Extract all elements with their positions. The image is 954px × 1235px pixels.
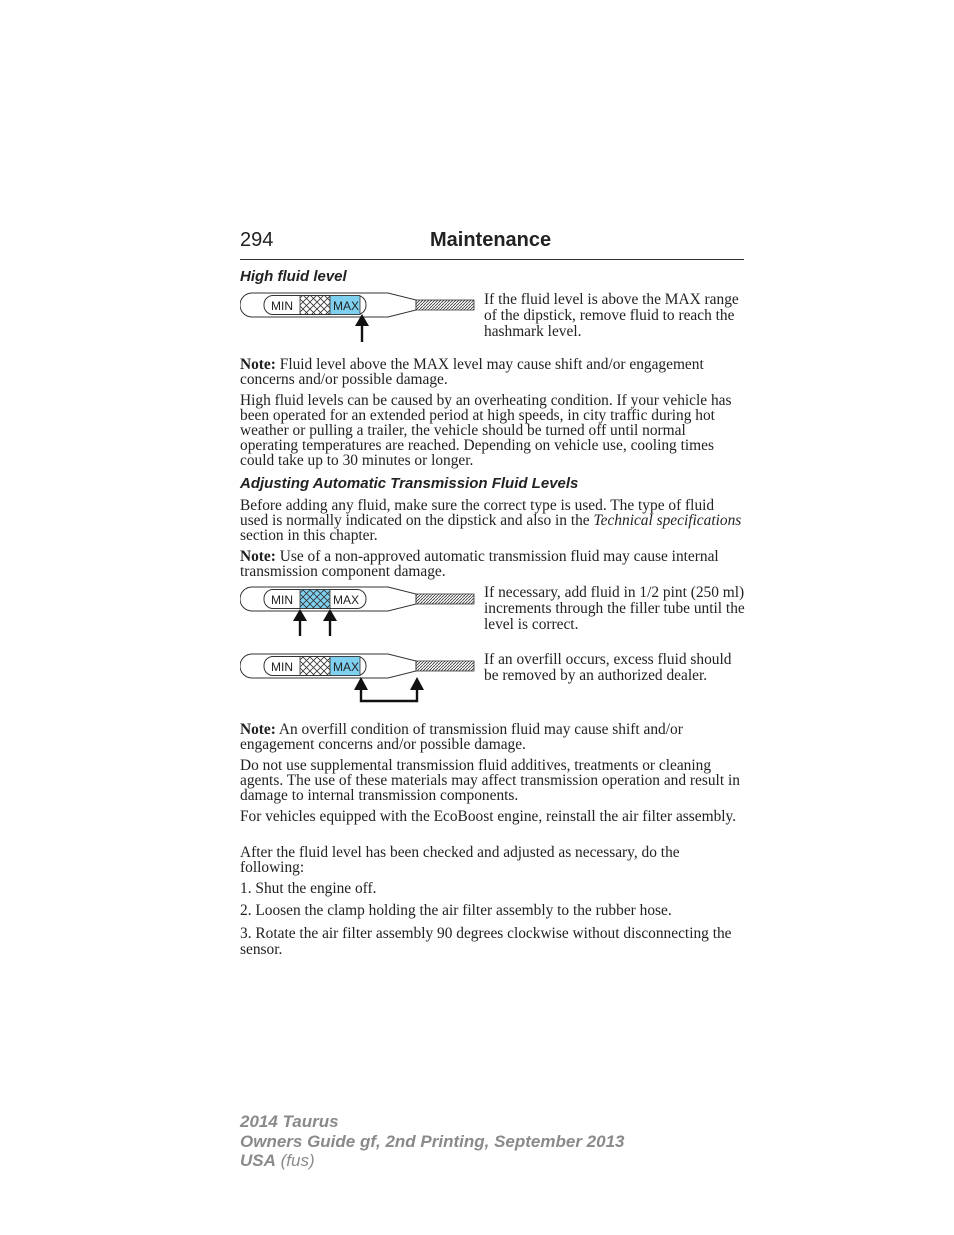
dipstick-min-label: MIN	[271, 299, 293, 313]
note-text: Use of a non-approved automatic transmission fluid may cause internal transmission component damage.	[240, 548, 719, 580]
note-label: Note:	[240, 356, 276, 373]
dipstick-min-label: MIN	[271, 593, 293, 607]
after-check-paragraph: After the fluid level has been checked and adjusted as necessary, do the following:	[240, 844, 680, 876]
dipstick-overfill-figure	[240, 650, 476, 706]
arrow-up-icon	[323, 609, 337, 636]
high-fluid-note	[240, 357, 744, 387]
adjusting-note-2	[240, 722, 744, 752]
overfill-side-text: If an overfill occurs, excess fluid should be removed by an authorized dealer.	[484, 651, 732, 684]
dipstick-high-figure	[240, 288, 476, 344]
step-3: 3. Rotate the air filter assembly 90 degrees clockwise without disconnecting the sensor.	[240, 925, 732, 958]
page-number: 294	[240, 229, 274, 251]
section-title: Maintenance	[430, 229, 552, 251]
dipstick-body	[240, 654, 474, 678]
page-footer	[240, 1112, 624, 1171]
ecoboost-paragraph: For vehicles equipped with the EcoBoost engine, reinstall the air filter assembly.	[240, 808, 737, 825]
arrow-up-icon	[355, 314, 369, 342]
footer-guide: Owners Guide gf, 2nd Printing, September 2013	[240, 1131, 625, 1151]
intro-text-italic: Technical specifications	[593, 512, 742, 529]
dipstick-body	[240, 293, 474, 317]
high-fluid-heading: High fluid level	[240, 268, 347, 285]
adjusting-heading: Adjusting Automatic Transmission Fluid Levels	[240, 475, 579, 492]
footer-code: (fus)	[275, 1151, 315, 1170]
dipstick-max-label: MAX	[333, 593, 360, 607]
return-arrow-icon	[354, 677, 424, 701]
note-text: An overfill condition of transmission fluid may cause shift and/or engagement concerns and/or possible damage.	[240, 721, 683, 753]
dipstick-add-fluid-figure	[240, 583, 476, 639]
additives-paragraph: Do not use supplemental transmission fluid additives, treatments or cleaning agents. The use of these materials may affect transmission operation and result in damage to internal transmission components.	[240, 757, 740, 804]
arrow-up-icon	[293, 609, 307, 636]
footer-country: USA	[240, 1151, 276, 1170]
high-fluid-paragraph: High fluid levels can be caused by an overheating condition. If your vehicle has been operated for an extended period at high speeds, in city traffic during hot weather or pulling a trailer, the vehicle should be turned off until normal operating temperatures are reached. Depending on vehicle use, cooling times could take up to 30 minutes or longer.	[240, 392, 732, 469]
intro-text-before: Before adding any fluid, make sure the correct type is used. The type of fluid used is normally indicated on the dipstick and also in the	[240, 497, 715, 529]
footer-model: 2014 Taurus	[240, 1112, 339, 1131]
dipstick-min-label: MIN	[271, 660, 293, 674]
note-label: Note:	[240, 548, 276, 565]
footer-region	[240, 1151, 624, 1171]
adjusting-note-1	[240, 549, 744, 579]
dipstick-max-label: MAX	[333, 660, 360, 674]
note-text: Fluid level above the MAX level may cause shift and/or engagement concerns and/or possible damage.	[240, 356, 704, 388]
step-2: 2. Loosen the clamp holding the air filter assembly to the rubber hose.	[240, 902, 672, 919]
adjusting-intro	[240, 498, 744, 543]
dipstick-max-label: MAX	[333, 299, 360, 313]
note-label: Note:	[240, 721, 276, 738]
dipstick-body	[240, 587, 474, 611]
intro-text-after: section in this chapter.	[240, 527, 378, 544]
step-1: 1. Shut the engine off.	[240, 880, 377, 897]
page-header	[240, 229, 744, 260]
high-fluid-side-text: If the fluid level is above the MAX range of the dipstick, remove fluid to reach the hashmark level.	[484, 291, 739, 340]
add-fluid-side-text: If necessary, add fluid in 1/2 pint (250 ml) increments through the filler tube until the level is correct.	[484, 584, 745, 633]
